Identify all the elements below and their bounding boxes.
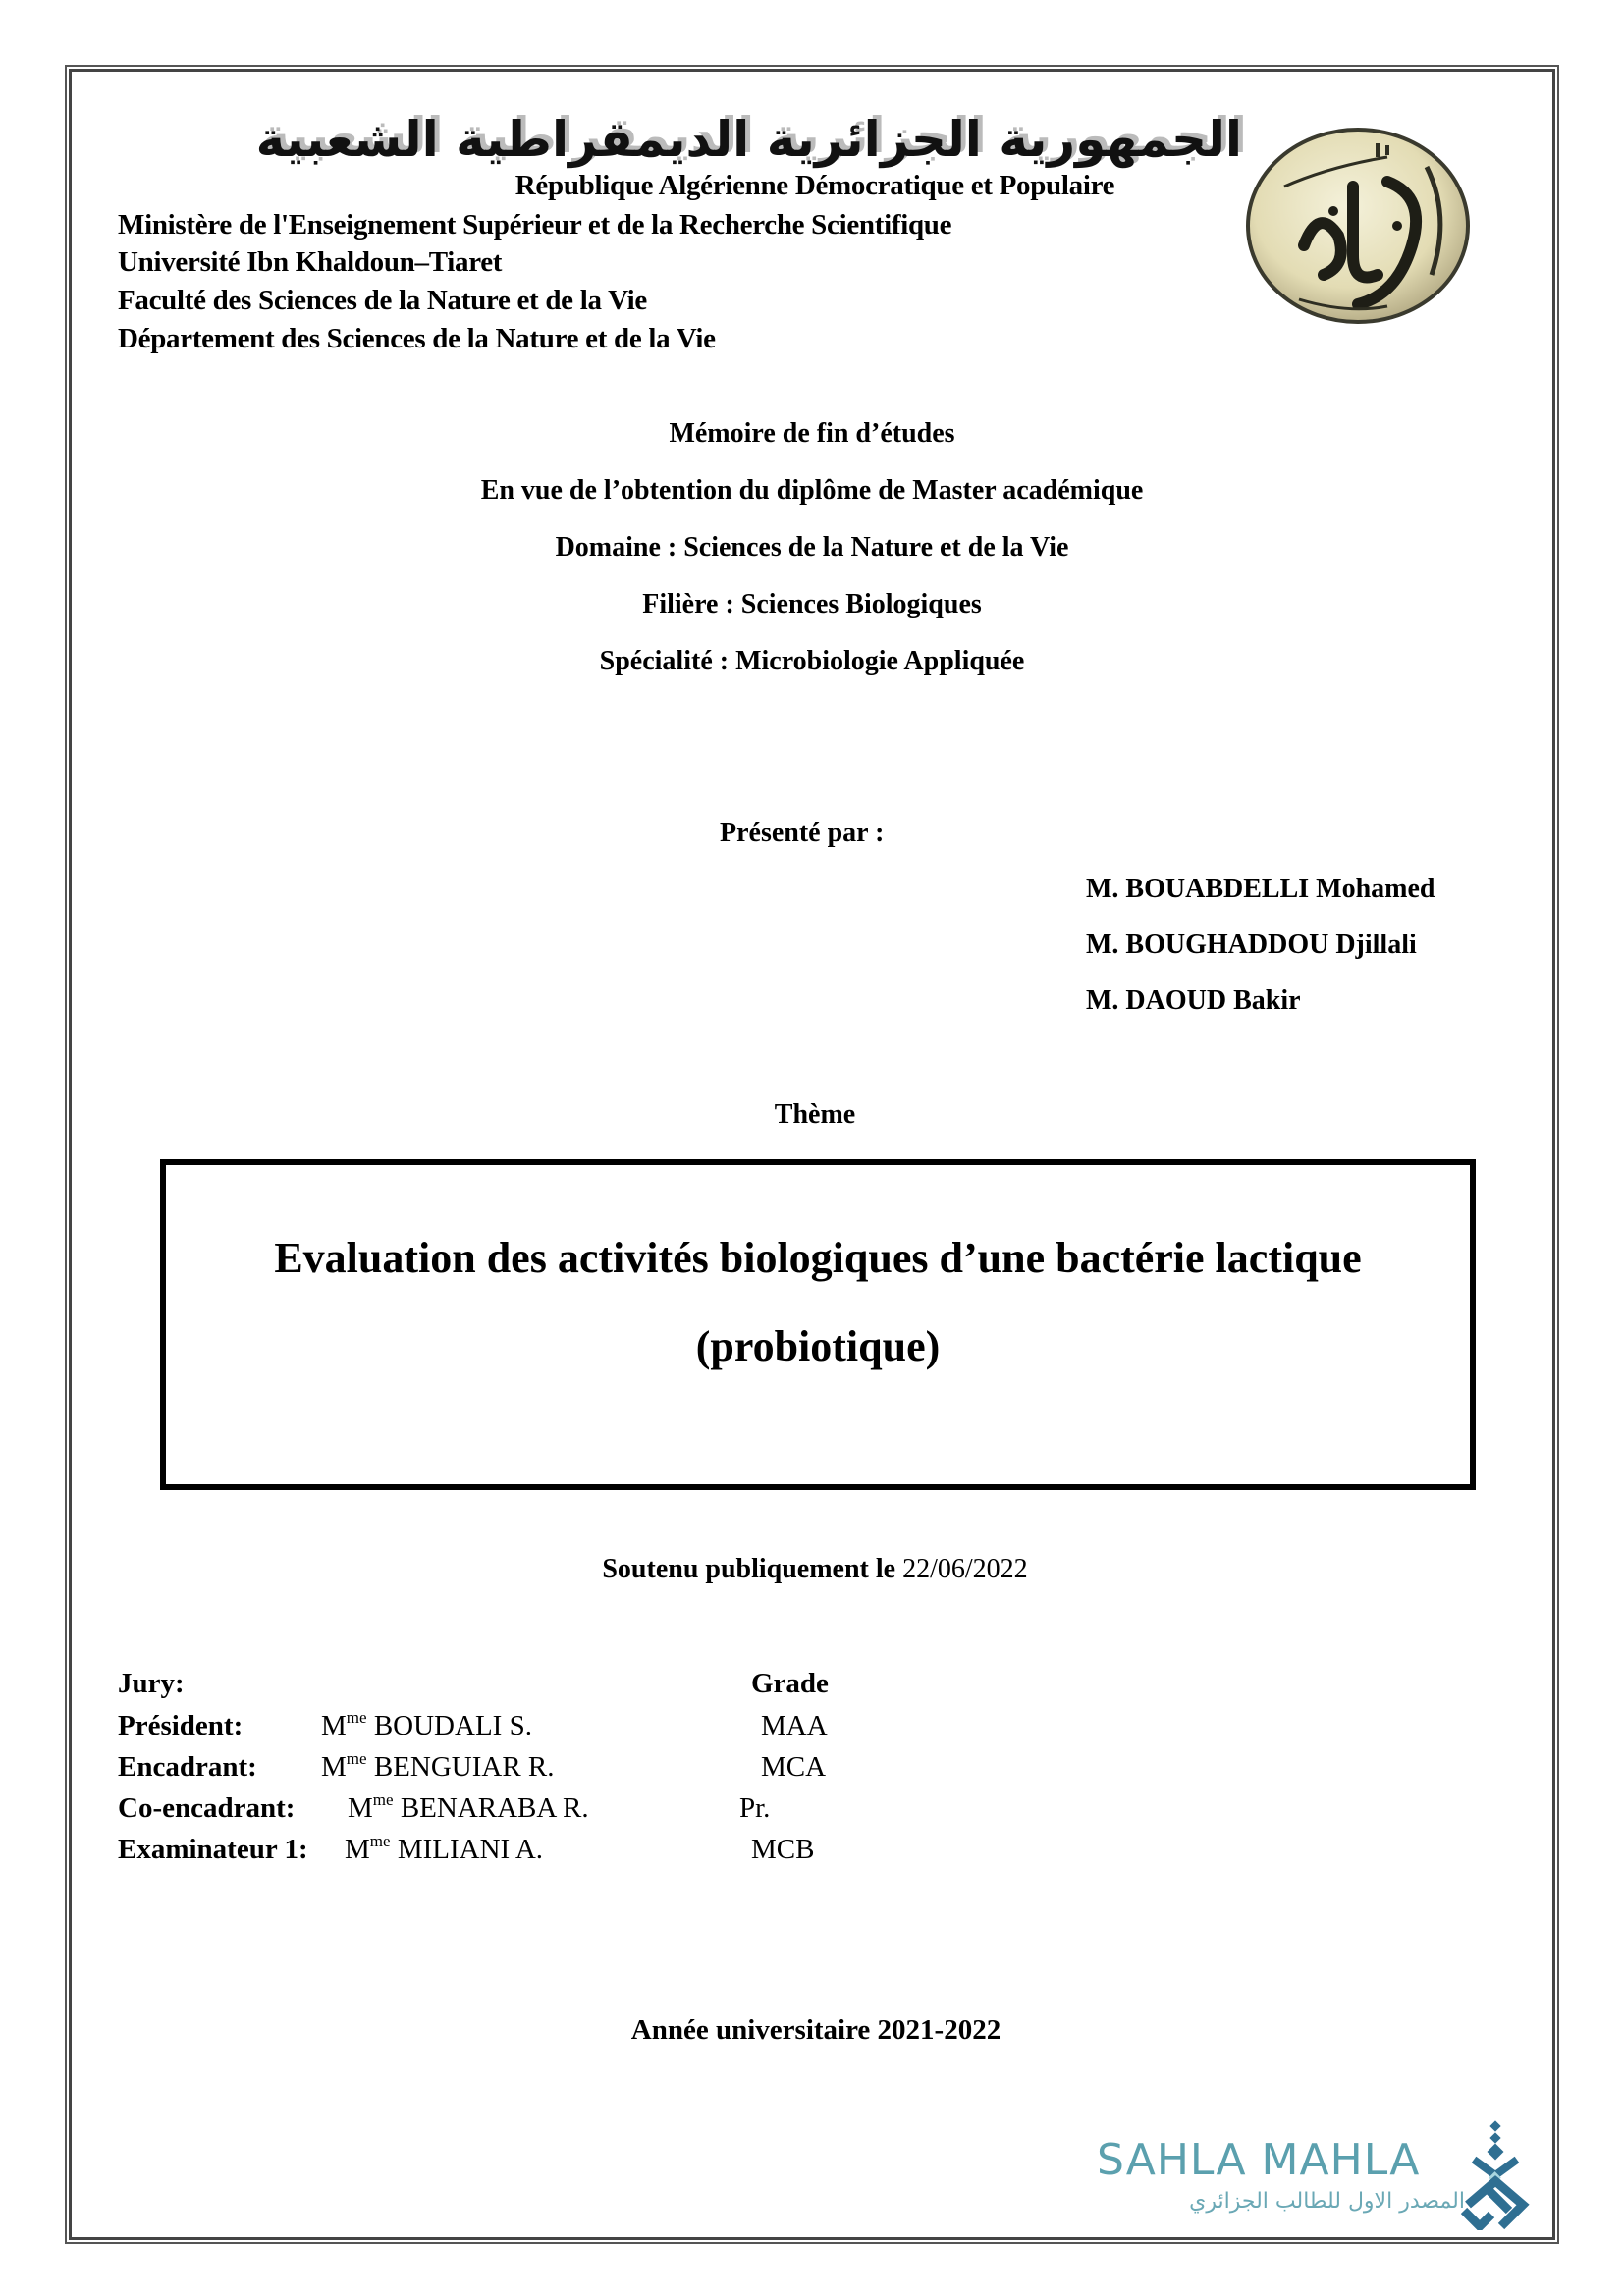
jury-member-encadrant: $M^{me}$ BENGUIAR R. — [321, 1749, 555, 1783]
jury-role-president: Président: — [118, 1710, 244, 1741]
filiere-line: Filière : Sciences Biologiques — [642, 589, 982, 619]
jury-label: Jury: — [118, 1668, 185, 1699]
author-1: M. BOUABDELLI Mohamed — [1086, 874, 1435, 904]
sahla-mahla-brand: SAHLA MAHLA — [1097, 2135, 1421, 2185]
defense-date: 22/06/2022 — [902, 1554, 1028, 1584]
defense-label: Soutenu publiquement le — [602, 1554, 896, 1584]
specialite-line: Spécialité : Microbiologie Appliquée — [599, 646, 1025, 676]
jury-grade-president: MAA — [761, 1710, 828, 1741]
jury-role-encadrant: Encadrant: — [118, 1751, 257, 1783]
university-seal-icon — [1240, 128, 1476, 324]
jury-role-co-encadrant: Co-encadrant: — [118, 1792, 296, 1824]
theme-title-line-1: Evaluation des activités biologiques d’une bactérie lactique — [274, 1234, 1362, 1282]
grade-label: Grade — [751, 1668, 829, 1699]
defense-line — [0, 1554, 1624, 1585]
domaine-line: Domaine : Sciences de la Nature et de la Vie — [555, 532, 1069, 562]
jury-grade-examinateur: MCB — [751, 1834, 815, 1865]
theme-title-line-2: (probiotique) — [695, 1322, 941, 1370]
department-name: Département des Sciences de la Nature et de la Vie — [118, 323, 716, 354]
arabic-republic-title: الجمهورية الجزائرية الديمقراطية الشعبية — [255, 111, 1242, 168]
sahla-mahla-tagline: المصدر الاول للطالب الجزائري — [1189, 2189, 1465, 2214]
sahla-mahla-logo-icon — [1458, 2120, 1537, 2230]
republic-name: République Algérienne Démocratique et Populaire — [514, 170, 1115, 201]
jury-role-examinateur: Examinateur 1: — [118, 1834, 308, 1865]
academic-year: Année universitaire 2021-2022 — [630, 2014, 1001, 2046]
page-border-inner — [69, 69, 1555, 2240]
jury-grade-co-encadrant: Pr. — [739, 1792, 771, 1824]
jury-member-president: $M^{me}$ BOUDALI S. — [321, 1708, 532, 1741]
theme-label: Thème — [774, 1099, 856, 1130]
jury-grade-encadrant: MCA — [761, 1751, 827, 1783]
jury-member-examinateur: $M^{me}$ MILIANI A. — [345, 1832, 544, 1865]
faculty-name: Faculté des Sciences de la Nature et de la Vie — [118, 285, 647, 316]
author-2: M. BOUGHADDOU Djillali — [1086, 930, 1417, 960]
ministry-name: Ministère de l'Enseignement Supérieur et de la Recherche Scientifique — [118, 209, 952, 240]
obtention-line: En vue de l’obtention du diplôme de Master académique — [480, 475, 1144, 506]
author-3: M. DAOUD Bakir — [1086, 986, 1301, 1016]
memoire-line: Mémoire de fin d’études — [669, 418, 955, 449]
presented-by-label: Présenté par : — [720, 818, 885, 848]
jury-member-co-encadrant: $M^{me}$ BENARABA R. — [348, 1790, 589, 1824]
university-name: Université Ibn Khaldoun–Tiaret — [118, 246, 503, 278]
